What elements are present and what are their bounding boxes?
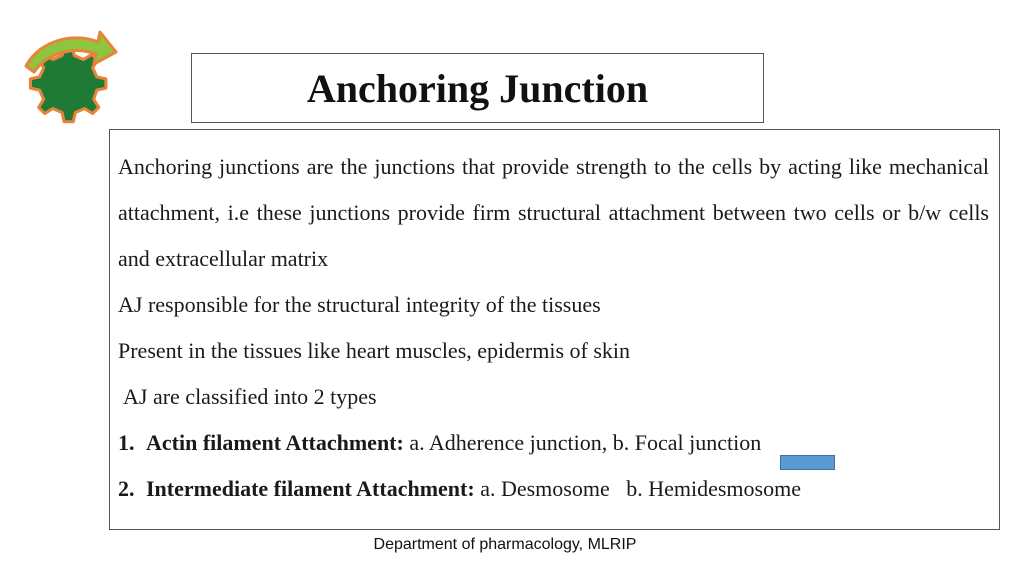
type-label: Actin filament Attachment: (146, 430, 404, 455)
type-detail: a. Desmosome b. Hemidesmosome (474, 476, 801, 501)
institute-logo (12, 22, 124, 140)
type-label: Intermediate filament Attachment: (146, 476, 475, 501)
content-box (109, 129, 1000, 530)
footer (0, 536, 1024, 554)
type-detail: a. Adherence junction, b. Focal junction (403, 430, 762, 455)
title-box (191, 53, 764, 123)
type-item-1 (118, 420, 761, 466)
type-number: 1. (118, 430, 135, 455)
footer-text: Department of pharmacology, MLRIP (373, 536, 637, 553)
classified-line: AJ are classified into 2 types (123, 384, 377, 409)
type-item-2 (118, 466, 801, 512)
present-line: Present in the tissues like heart muscles, epidermis of skin (118, 338, 631, 363)
slide-title: Anchoring Junction (306, 65, 649, 111)
intro-paragraph: Anchoring junctions are the junctions that provide strength to the cells by acting like mechanical attachment, i.e these junctions provide firm structural attachment between two cells or b/w cells and extracellular matrix (118, 154, 989, 271)
responsible-line: AJ responsible for the structural integrity of the tissues (118, 292, 601, 317)
type-number: 2. (118, 476, 135, 501)
blue-rectangle-shape[interactable] (780, 455, 835, 470)
